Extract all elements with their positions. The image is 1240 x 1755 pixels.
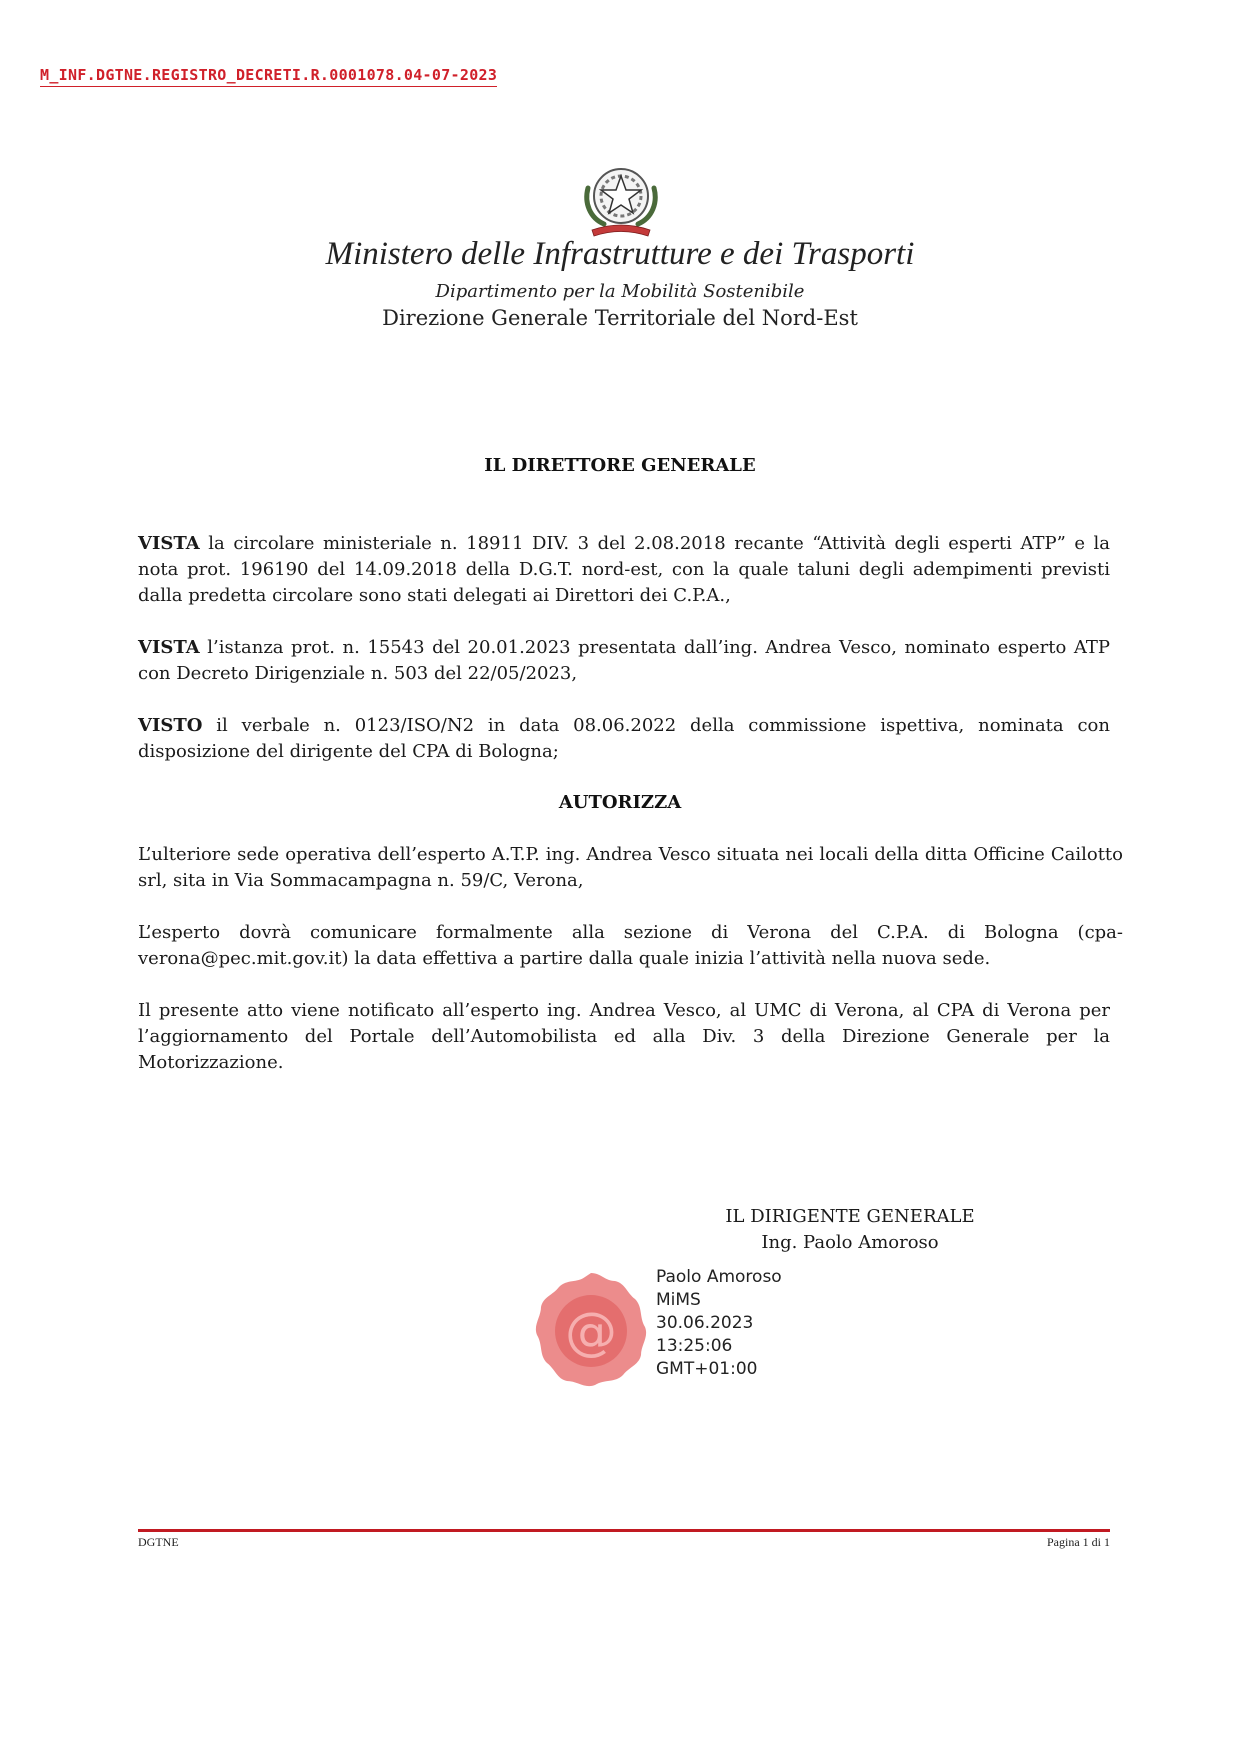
body-paragraph-2: L’esperto dovrà comunicare formalmente alla sezione di Verona del C.P.A. di Bologna (cpa-verona@pec.mit.gov.it) la data effettiva a partire dalla quale inizia l’attività nella nuova sede.	[138, 922, 1123, 969]
signature-date: 30.06.2023	[656, 1313, 754, 1333]
paragraph-vista-2	[138, 635, 1110, 687]
footer-office-code: DGTNE	[138, 1535, 179, 1549]
body-paragraph-3: Il presente atto viene notificato all’esperto ing. Andrea Vesco, al UMC di Verona, al CPA di Verona per l’aggiornamento del Portale dell’Automobilista ed alla Div. 3 della Direzione Generale per la Motorizzazione.	[138, 1000, 1110, 1073]
signer-name: Paolo Amoroso	[656, 1267, 782, 1287]
signature-role: IL DIRIGENTE GENERALE	[725, 1206, 975, 1227]
signature-name: Ing. Paolo Amoroso	[761, 1232, 939, 1253]
paragraph-lead: VISTO	[138, 715, 203, 736]
ministry-name: Ministero delle Infrastrutture e dei Trasporti	[325, 236, 915, 272]
signature-details	[656, 1266, 782, 1381]
document-title: IL DIRETTORE GENERALE	[484, 455, 756, 476]
paragraph-lead: VISTA	[138, 637, 200, 658]
signature-timezone: GMT+01:00	[656, 1359, 758, 1379]
italian-republic-emblem-icon	[578, 158, 664, 240]
section-heading: AUTORIZZA	[558, 792, 682, 813]
digital-signature-seal-icon	[527, 1267, 655, 1395]
paragraph-vista-1	[138, 531, 1110, 609]
footer-page-number: Pagina 1 di 1	[1047, 1535, 1110, 1549]
direction-name: Direzione Generale Territoriale del Nord-Est	[382, 306, 858, 330]
department-name: Dipartimento per la Mobilità Sostenibile	[435, 281, 805, 302]
body-paragraph-1: L’ulteriore sede operativa dell’esperto A.T.P. ing. Andrea Vesco situata nei locali della ditta Officine Cailotto srl, sita in Via Sommacampagna n. 59/C, Verona,	[138, 844, 1123, 891]
paragraph-text: il verbale n. 0123/ISO/N2 in data 08.06.2022 della commissione ispettiva, nominata con disposizione del dirigente del CPA di Bologna;	[138, 715, 1110, 762]
svg-text:@: @	[565, 1302, 617, 1362]
signature-time: 13:25:06	[656, 1336, 733, 1356]
footer-divider	[138, 1529, 1110, 1532]
paragraph-text: la circolare ministeriale n. 18911 DIV. 3 del 2.08.2018 recante “Attività degli esperti ATP” e la nota prot. 196190 del 14.09.2018 della D.G.T. nord-est, con la quale taluni degli adempimenti previsti dalla predetta circolare sono stati delegati ai Direttori dei C.P.A.,	[138, 533, 1110, 606]
paragraph-text: l’istanza prot. n. 15543 del 20.01.2023 presentata dall’ing. Andrea Vesco, nominato esperto ATP con Decreto Dirigenziale n. 503 del 22/05/2023,	[138, 637, 1110, 684]
paragraph-visto	[138, 713, 1110, 765]
protocol-stamp: M_INF.DGTNE.REGISTRO_DECRETI.R.0001078.04-07-2023	[40, 66, 497, 87]
paragraph-lead: VISTA	[138, 533, 200, 554]
signer-org: MiMS	[656, 1290, 701, 1310]
